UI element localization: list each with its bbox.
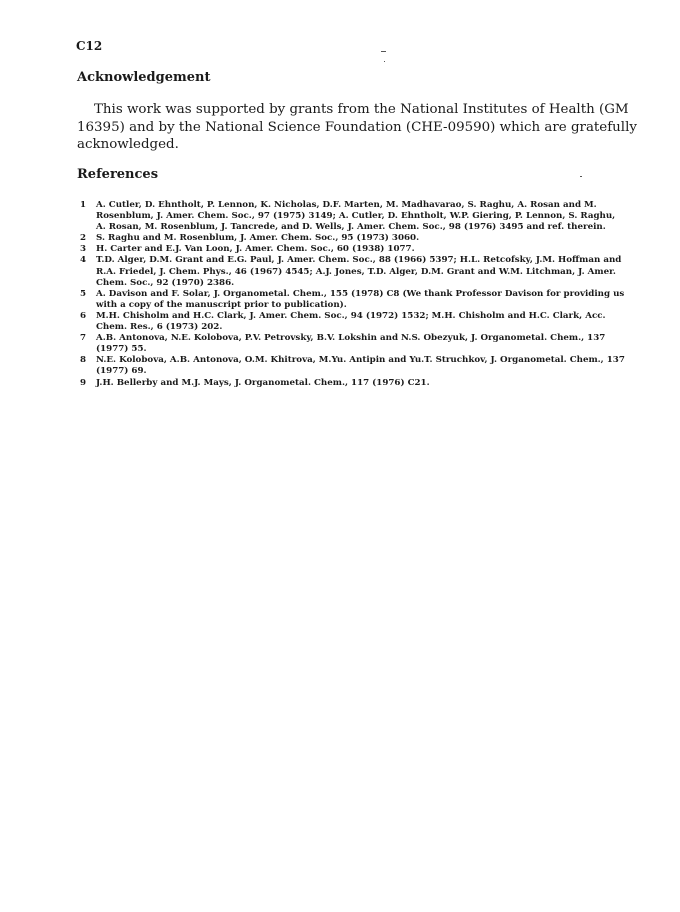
scan-mark [384,61,385,62]
reference-text: J.H. Bellerby and M.J. Mays, J. Organometal. Chem., 117 (1976) C21. [96,377,430,388]
reference-text: T.D. Alger, D.M. Grant and E.G. Paul, J. Amer. Chem. Soc., 88 (1966) 5397; H.L. Retcofsky, J.M. Hoffman and R.A. Friedel, J. Chem. Phys., 46 (1967) 4545; A.J. Jones, T.D. Alger, D.M. Grant and W.M. Litchman, J. Amer. Chem. Soc., 92 (1970) 2386. [96,255,622,288]
reference-number: 9 [80,377,87,388]
reference-item [80,355,625,377]
reference-item [80,200,625,233]
acknowledgement-heading: Acknowledgement [77,70,211,85]
page-number: C12 [76,39,103,53]
reference-text: A. Cutler, D. Ehntholt, P. Lennon, K. Nicholas, D.F. Marten, M. Madhavarao, S. Raghu, A. Rosan and M. Rosenblum, J. Amer. Chem. Soc., 97 (1975) 3149; A. Cutler, D. Ehntholt, W.P. Giering, P. Lennon, S. Raghu, A. Rosan, M. Rosenblum, J. Tancrede, and D. Wells, J. Amer. Chem. Soc., 98 (1976) 3495 and ref. therein. [96,200,616,233]
reference-number: 2 [80,233,87,244]
reference-number: 8 [80,355,87,366]
reference-item [80,233,625,244]
reference-text: A. Davison and F. Solar, J. Organometal. Chem., 155 (1978) C8 (We thank Professor Davison for providing us with a copy of the manuscript prior to publication). [96,288,625,310]
reference-number: 5 [80,288,87,299]
scan-mark [580,176,582,177]
reference-item [80,244,625,255]
reference-text: H. Carter and E.J. Van Loon, J. Amer. Chem. Soc., 60 (1938) 1077. [96,244,415,255]
reference-number: 6 [80,310,87,321]
reference-number: 7 [80,333,87,344]
acknowledgement-body: This work was supported by grants from the National Institutes of Health (GM 16395) and by the National Science Foundation (CHE-09590) which are gratefully acknowledged. [77,102,637,152]
reference-item [80,311,625,333]
reference-item [80,289,625,311]
reference-text: S. Raghu and M. Rosenblum, J. Amer. Chem. Soc., 95 (1973) 3060. [96,233,420,244]
scan-mark [381,51,386,52]
references-heading: References [77,167,159,182]
reference-number: 3 [80,244,87,255]
reference-item [80,333,625,355]
reference-number: 1 [80,200,87,210]
reference-number: 4 [80,255,87,266]
reference-text: N.E. Kolobova, A.B. Antonova, O.M. Khitrova, M.Yu. Antipin and Yu.T. Struchkov, J. Organometal. Chem., 137 (1977) 69. [96,355,625,377]
reference-text: A.B. Antonova, N.E. Kolobova, P.V. Petrovsky, B.V. Lokshin and N.S. Obezyuk, J. Organometal. Chem., 137 (1977) 55. [96,333,606,355]
reference-item [80,378,625,389]
reference-text: M.H. Chisholm and H.C. Clark, J. Amer. Chem. Soc., 94 (1972) 1532; M.H. Chisholm and H.C. Clark, Acc. Chem. Res., 6 (1973) 202. [96,310,606,333]
reference-item [80,255,625,288]
reference-list [80,200,625,389]
